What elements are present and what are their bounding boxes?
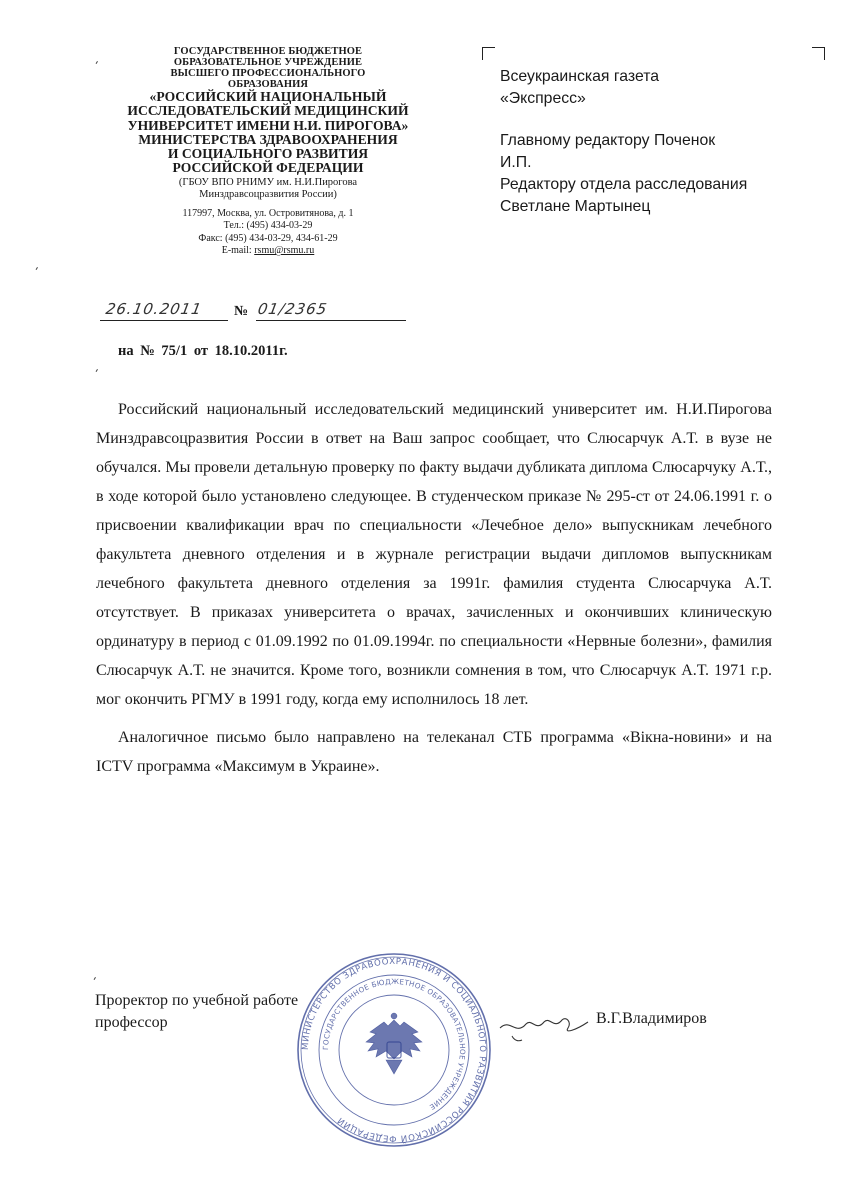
issuer-name-line: «РОССИЙСКИЙ НАЦИОНАЛЬНЫЙ — [149, 89, 387, 105]
issuer-abbreviation: (ГБОУ ВПО РНИМУ им. Н.И.Пирогова — [178, 176, 358, 188]
addressee-line: Редактору отдела расследования — [500, 176, 748, 193]
issuer-name-line: МИНИСТЕРСТВА ЗДРАВООХРАНЕНИЯ — [138, 131, 398, 147]
corner-mark-right — [812, 47, 825, 60]
issuer-line: ВЫСШЕГО ПРОФЕССИОНАЛЬНОГО — [170, 68, 366, 80]
addressee-line: Главному редактору Поченок — [500, 132, 716, 149]
email-link[interactable]: rsmu@rsmu.ru — [254, 245, 315, 257]
date-underline — [100, 320, 228, 321]
reference-line: на № 75/1 от 18.10.2011г. — [118, 343, 288, 359]
addressee-line: Всеукраинская газета — [500, 68, 660, 85]
signatory-position — [95, 990, 298, 1034]
issuer-name-line: И СОЦИАЛЬНОГО РАЗВИТИЯ — [167, 146, 369, 162]
double-headed-eagle-icon — [366, 1013, 422, 1074]
registration-date: 26.10.2011 — [104, 300, 204, 318]
seal-inner-text: ГОСУДАРСТВЕННОЕ БЮДЖЕТНОЕ ОБРАЗОВАТЕЛЬНОЕ УЧРЕЖДЕНИЕ — [320, 976, 468, 1112]
issuer-name-line: УНИВЕРСИТЕТ ИМЕНИ Н.И. ПИРОГОВА» — [127, 117, 409, 133]
official-seal — [294, 950, 494, 1150]
registration-line — [100, 300, 410, 324]
registration-number: 01/2365 — [256, 300, 329, 318]
signatory-name: В.Г.Владимиров — [596, 1010, 707, 1027]
handwritten-signature — [496, 1010, 592, 1046]
number-underline — [256, 320, 406, 321]
issuer-line: ОБРАЗОВАТЕЛЬНОЕ УЧРЕЖДЕНИЕ — [173, 57, 363, 69]
issuer-line: ГОСУДАРСТВЕННОЕ БЮДЖЕТНОЕ — [173, 46, 363, 57]
scan-mark — [94, 977, 100, 982]
signatory-position-line: Проректор по учебной работе — [95, 992, 299, 1009]
scan-mark — [36, 267, 42, 272]
issuer-abbreviation: Минздравсоцразвития России) — [199, 188, 337, 200]
seal-outer-text: МИНИСТЕРСТВО ЗДРАВООХРАНЕНИЯ И СОЦИАЛЬНОГО РАЗВИТИЯ РОССИЙСКОЙ ФЕДЕРАЦИИ — [300, 956, 488, 1144]
scan-mark — [96, 369, 102, 374]
issuer-name-line: ИССЛЕДОВАТЕЛЬСКИЙ МЕДИЦИНСКИЙ — [127, 103, 409, 119]
issuer-fax: Факс: (495) 434-03-29, 434-61-29 — [198, 232, 338, 244]
body-paragraph: Российский национальный исследовательский медицинский университет им. Н.И.Пирогова Минздравсоцразвития России в ответ на Ваш запрос сообщает, что Слюсарчук А.Т. в вузе не обучался. Мы провели детальную проверку по факту выдачи дубликата диплома Слюсарчуку А.Т., в ходе которой было установлено следующее. В студенческом приказе № 295-ст от 24.06.1991 г. о присвоении квалификации врач по специальности «Лечебное дело» выпускникам лечебного факультета дневного отделения и в журнале регистрации выдачи дипломов выпускникам лечебного факультета дневного отделения за 1991г. фамилия студента Слюсарчука А.Т. отсутствует. В приказах университета о врачах, зачисленных и окончивших клиническую ординатуру в период с 01.09.1992 по 01.09.1994г. по специальности «Нервные болезни», фамилия Слюсарчук А.Т. не значится. Кроме того, возникли сомнения в том, что Слюсарчук А.Т. 1971 г.р. мог окончить РГМУ в 1991 году, когда ему исполнилось 18 лет. — [96, 401, 772, 708]
number-sign: № — [234, 304, 249, 319]
addressee-line: Светлане Мартынец — [500, 198, 651, 215]
addressee-line: И.П. — [500, 154, 532, 171]
corner-mark-left — [482, 47, 495, 60]
issuer-email — [98, 245, 438, 258]
signatory-position-line: профессор — [95, 1014, 168, 1031]
addressee-line: «Экспресс» — [500, 90, 586, 107]
addressee-block — [500, 66, 800, 218]
email-label: E-mail: — [221, 245, 255, 257]
issuer-phone: Тел.: (495) 434-03-29 — [223, 220, 313, 232]
issuer-name-line: РОССИЙСКОЙ ФЕДЕРАЦИИ — [172, 160, 364, 176]
issuer-header — [98, 46, 438, 258]
letter-body — [96, 395, 772, 781]
issuer-address: 117997, Москва, ул. Островитянова, д. 1 — [182, 207, 354, 219]
addressee-gap — [500, 110, 800, 130]
body-paragraph: Аналогичное письмо было направлено на телеканал СТБ программа «Вікна-новини» и на ICTV программа «Максимум в Украине». — [96, 729, 772, 775]
issuer-contacts — [98, 208, 438, 258]
issuer-line: ОБРАЗОВАНИЯ — [227, 79, 309, 91]
